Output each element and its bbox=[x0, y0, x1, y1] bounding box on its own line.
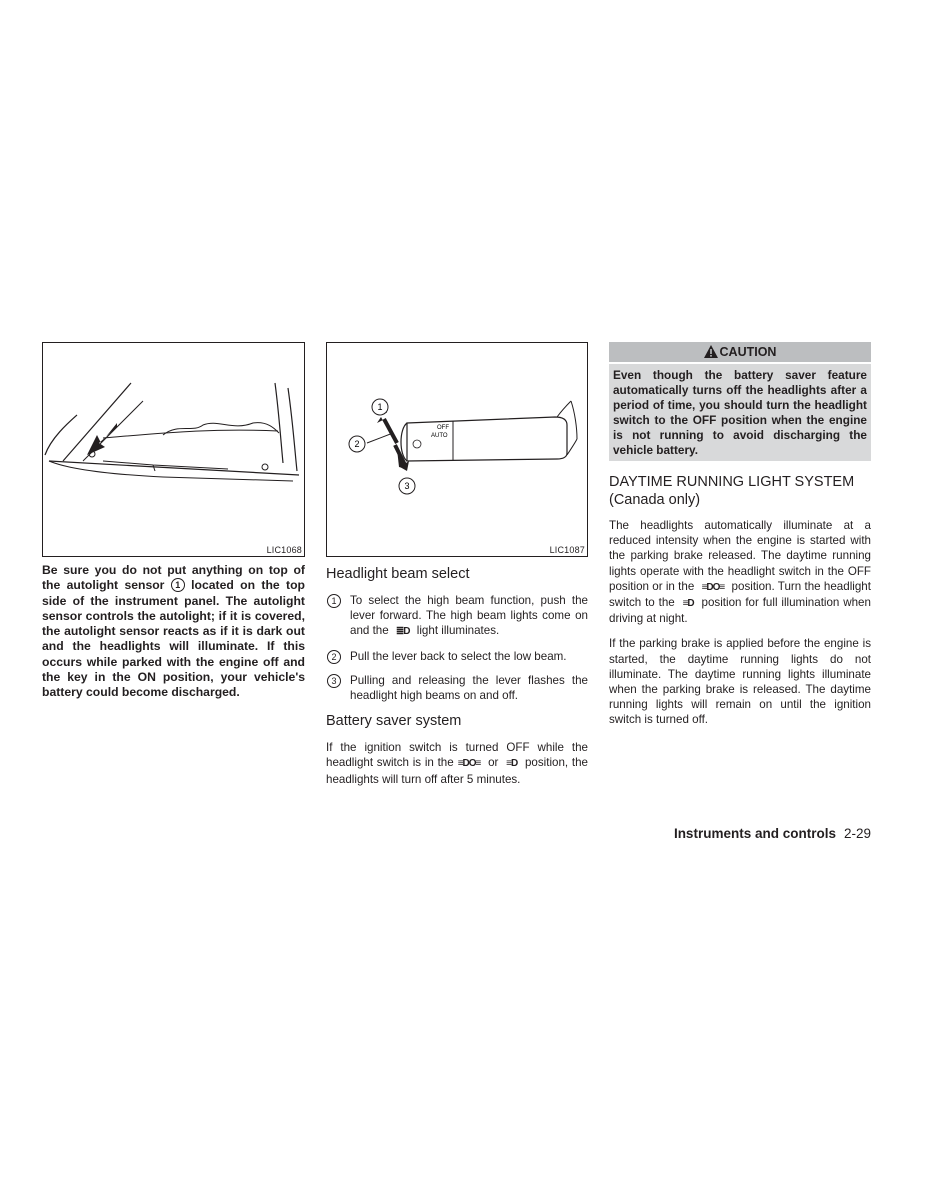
list-item bbox=[326, 593, 588, 640]
headlight-lever-figure bbox=[326, 342, 588, 557]
warning-text-b: located on the top side of the instrument panel. The autolight sensor controls the autolight; if it is covered, the autolight sensor reacts as if it is dark out and the headlights will illuminate. If this occurs while parked with the engine off and the key in the ON position, your vehicle's battery could become discharged. bbox=[42, 578, 305, 700]
warning-triangle-icon bbox=[704, 345, 718, 358]
caution-title: CAUTION bbox=[719, 345, 777, 359]
callout-3: 3 bbox=[404, 481, 410, 491]
warning-text-a: Be sure you do not put anything on top of the autolight sensor bbox=[42, 563, 305, 593]
column-right bbox=[609, 342, 871, 738]
item-text: To select the high beam function, push the lever forward. The high beam lights come on and the bbox=[350, 594, 588, 638]
lever-illustration bbox=[327, 343, 587, 556]
drl-heading-line2: (Canada only) bbox=[609, 492, 701, 508]
battery-saver-heading: Battery saver system bbox=[326, 713, 462, 730]
para-text-c: position for full illumination when driving at night. bbox=[609, 596, 871, 626]
page-footer bbox=[674, 826, 871, 841]
drl-paragraph-1 bbox=[609, 518, 871, 626]
para-text-a: If the ignition switch is turned OFF while the headlight switch is in the bbox=[326, 741, 588, 770]
drl-paragraph-2: If the parking brake is applied before the engine is started, the daytime running lights do not illuminate. The daytime running lights illuminate when the parking brake is released. The daytime running lights will remain on until the ignition switch is turned off. bbox=[609, 637, 871, 727]
caution-text: Even though the battery saver feature automatically turns off the headlights after a period of time, you should turn the headlight switch to the OFF position when the engine is not running to avoid discharging the vehicle battery. bbox=[609, 364, 871, 461]
figure-code: LIC1087 bbox=[549, 545, 585, 555]
headlight-icon: ≡D bbox=[682, 598, 694, 610]
callout-2: 2 bbox=[354, 439, 360, 449]
list-item bbox=[326, 649, 588, 664]
item-text-b: light illuminates. bbox=[416, 624, 500, 638]
callout-marker: 1 bbox=[171, 578, 185, 592]
drl-heading-line1: DAYTIME RUNNING LIGHT SYSTEM bbox=[609, 474, 855, 490]
high-beam-icon: ≣D bbox=[395, 626, 410, 638]
battery-saver-paragraph bbox=[326, 740, 588, 787]
para-text-b: position, the headlights will turn off after 5 minutes. bbox=[326, 756, 588, 786]
para-text-b: position. Turn the headlight switch to the bbox=[609, 579, 871, 610]
parking-light-icon: ≡DO≡ bbox=[457, 758, 481, 770]
callout-1: 1 bbox=[377, 402, 383, 412]
headlight-icon: ≡D bbox=[506, 758, 518, 770]
page-number: 2-29 bbox=[843, 826, 871, 841]
figure-code: LIC1068 bbox=[266, 545, 302, 555]
section-title: Instruments and controls bbox=[673, 826, 836, 841]
headlight-beam-heading: Headlight beam select bbox=[326, 566, 470, 582]
lever-label-off: OFF bbox=[437, 425, 449, 431]
autolight-sensor-figure bbox=[42, 342, 305, 557]
para-text-a: The headlights automatically illuminate at a reduced intensity when the engine is started with the parking brake released. The daytime running lights operate with the headlight switch in the OFF position or in the bbox=[609, 519, 871, 593]
item-text: Pulling and releasing the lever flashes the headlight high beams on and off. bbox=[350, 673, 588, 703]
warning-paragraph bbox=[42, 563, 305, 701]
drl-heading bbox=[609, 473, 871, 509]
item-text: Pull the lever back to select the low beam. bbox=[350, 649, 567, 663]
item-number: 2 bbox=[327, 650, 341, 664]
item-number: 3 bbox=[327, 674, 341, 688]
list-item bbox=[326, 673, 588, 703]
column-left bbox=[42, 342, 305, 701]
dashboard-illustration bbox=[43, 343, 304, 556]
parking-light-icon: ≡DO≡ bbox=[701, 581, 725, 593]
para-or: or bbox=[488, 756, 499, 770]
column-middle bbox=[326, 342, 588, 797]
item-number: 1 bbox=[327, 594, 341, 608]
caution-header bbox=[609, 342, 871, 362]
lever-label-auto: AUTO bbox=[431, 433, 448, 439]
